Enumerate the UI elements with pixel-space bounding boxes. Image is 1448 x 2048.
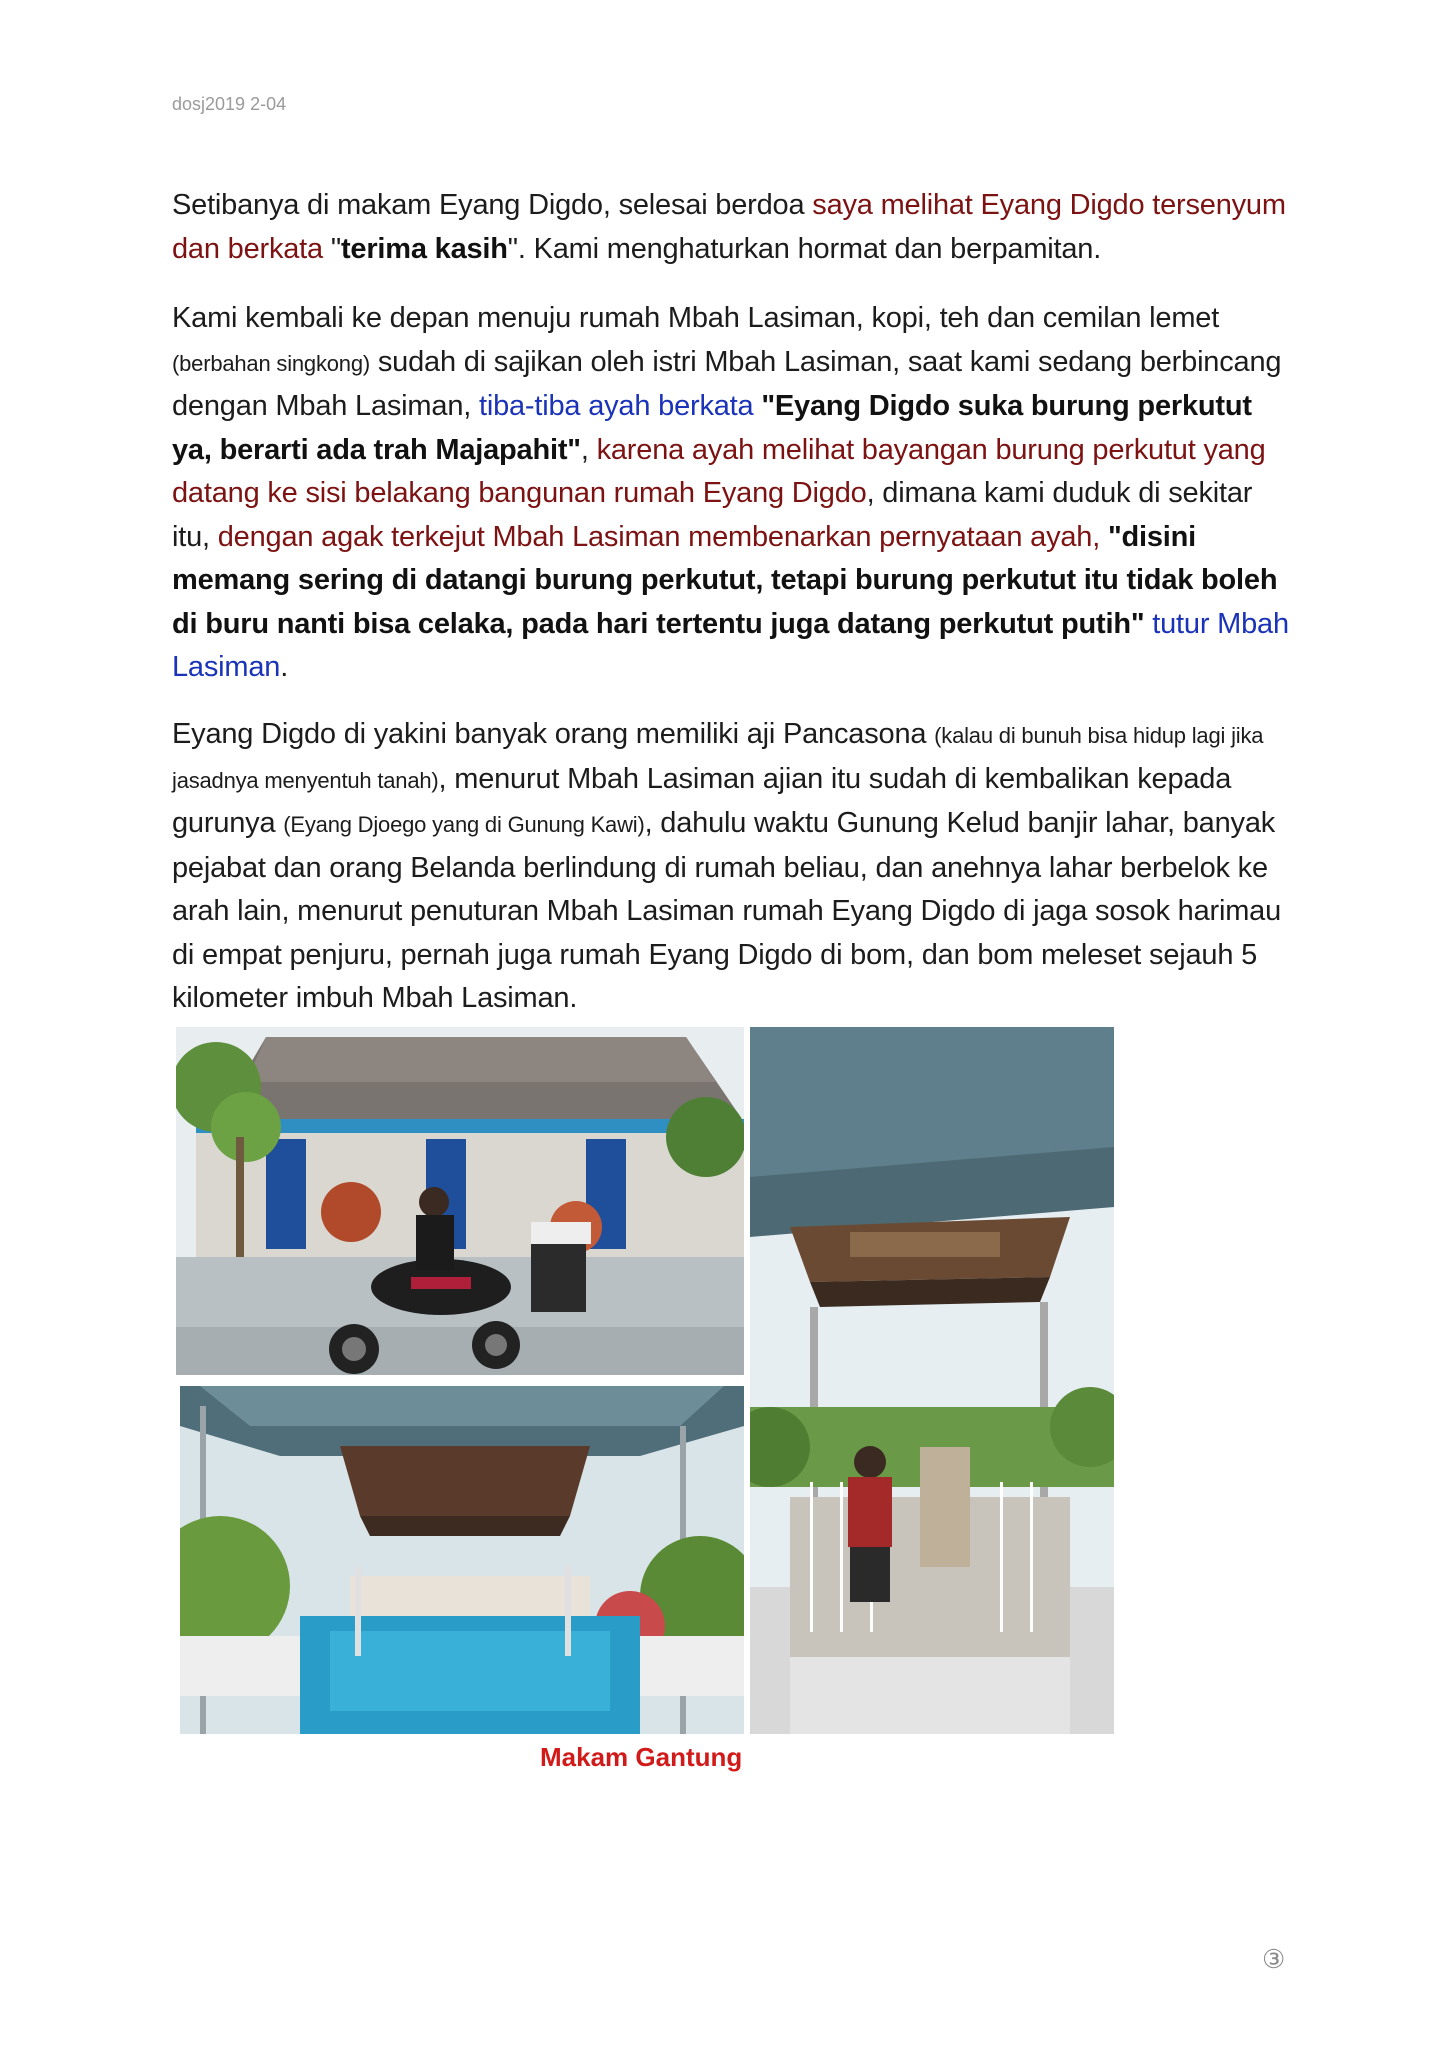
p2-highlight-red-2: dengan agak terkejut Mbah Lasiman membenarkan pernyataan ayah,	[217, 520, 1101, 553]
p1-bold-quote: terima kasih	[340, 232, 508, 265]
p3-small-note-1: (kalau di bunuh bisa hidup lagi jika jasadnya menyentuh tanah)	[172, 723, 1264, 793]
p2-text-h: , dimana kami duduk di sekitar itu,	[172, 477, 1253, 553]
p3-text-c: , menurut Mbah Lasiman ajian itu sudah di kembalikan kepada gurunya	[172, 762, 1232, 839]
p2-bold-quote-1: "Eyang Digdo suka burung perkutut ya, berarti ada trah Majapahit"	[172, 390, 1252, 466]
p2-highlight-blue-2: tutur Mbah Lasiman	[172, 607, 1289, 683]
p1-text-e: ". Kami menghaturkan hormat dan berpamitan.	[507, 232, 1102, 265]
p2-text-a: Kami kembali ke depan menuju rumah Mbah Lasiman, kopi, teh dan cemilan lemet	[172, 302, 1220, 334]
document-header-code: dosj2019 2-04	[172, 94, 287, 114]
photo-hanging-tomb	[180, 1386, 744, 1734]
p1-quote-open: "	[322, 232, 341, 265]
paragraph-1	[172, 184, 1292, 271]
p3-small-note-2: (Eyang Djoego yang di Gunung Kawi)	[283, 812, 645, 837]
p2-highlight-red-1: karena ayah melihat bayangan burung perkutut yang datang ke sisi belakang bangunan rumah Eyang Digdo	[172, 433, 1266, 509]
p1-highlight-red: saya melihat Eyang Digdo tersenyum dan berkata	[172, 189, 1286, 265]
p2-text-f: ,	[580, 433, 597, 466]
page-number: ③	[1262, 1944, 1286, 1974]
paragraph-2	[172, 297, 1292, 690]
p2-bold-quote-2: "disini memang sering di datangi burung perkutut, tetapi burung perkutut itu tidak boleh di buru nanti bisa celaka, pada hari tertentu juga datang perkutut putih"	[172, 520, 1278, 640]
photo-house-motorcycle	[176, 1027, 744, 1375]
p3-text-a: Eyang Digdo di yakini banyak orang memiliki aji Pancasona	[172, 718, 935, 750]
p3-text-e: , dahulu waktu Gunung Kelud banjir lahar, banyak pejabat dan orang Belanda berlindung di rumah beliau, dan anehnya lahar berbelok ke arah lain, menurut penuturan Mbah Lasiman rumah Eyang Digdo di jaga sosok harimau di empat penjuru, pernah juga rumah Eyang Digdo di bom, dan bom meleset sejauh 5 kilometer imbuh Mbah Lasiman.	[172, 807, 1282, 1014]
photo-person-at-tomb	[750, 1027, 1114, 1734]
p2-highlight-blue-1: tiba-tiba ayah berkata	[478, 390, 754, 422]
paragraph-3	[172, 713, 1292, 1021]
p2-text-m: .	[280, 651, 289, 683]
p2-small-note: (berbahan singkong)	[172, 350, 371, 376]
p1-text-a: Setibanya di makam Eyang Digdo, selesai berdoa	[172, 189, 813, 221]
p2-text-c: sudah di sajikan oleh istri Mbah Lasiman, saat kami sedang berbincang dengan Mbah Lasiman,	[172, 345, 1282, 422]
photo-caption: Makam Gantung	[540, 1742, 743, 1772]
